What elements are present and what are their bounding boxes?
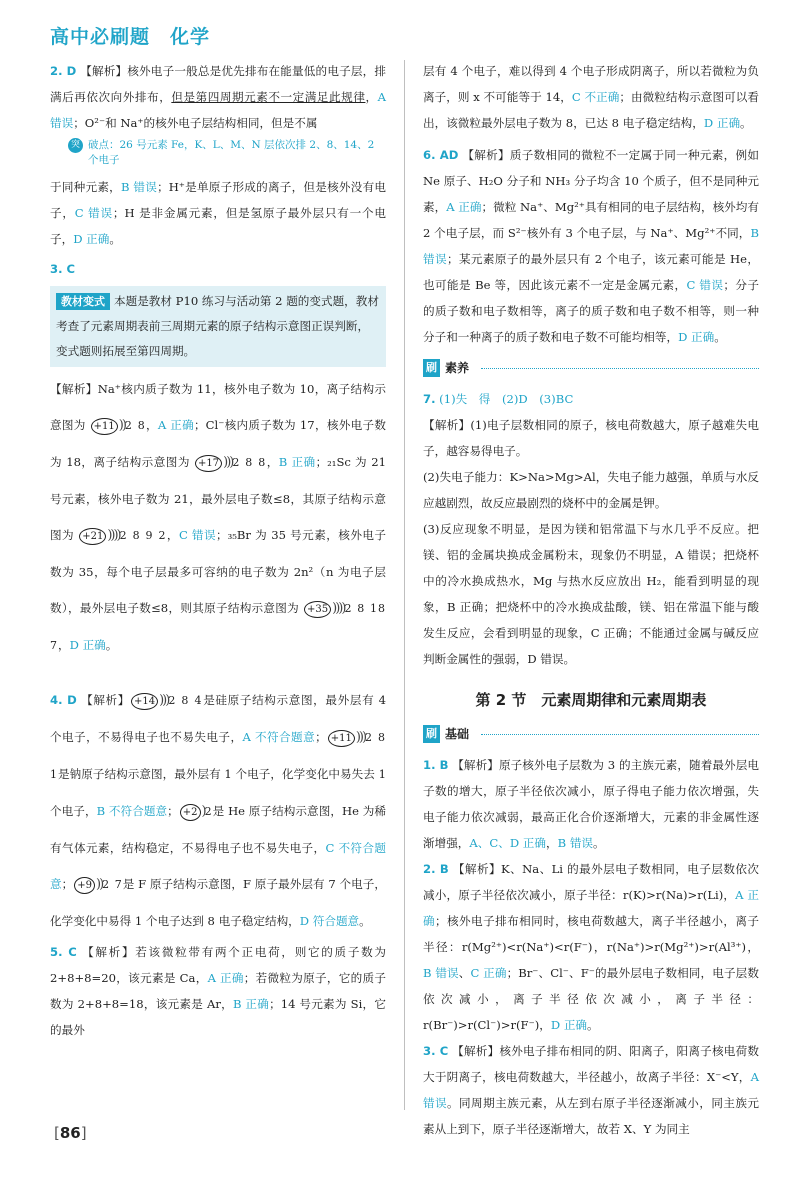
answer-3-label: 3. C [50,262,76,276]
breakthrough-icon: 突 [68,138,83,153]
basic-answer-2: 2. B 【解析】K、Na、Li 的最外层电子数相同，电子层数依次减小，原子半径依次减小，原子半径：r(K)>r(Na)>r(Li)，A 正确；核外电子排布相同时，核电荷数越大，离子半径越小，离子半径：r(Mg²⁺)<r(Na⁺)<r(F⁻)，r(Na⁺)>r(Mg²⁺)>r(Al³⁺)，B 错误、C 正确；Br⁻、Cl⁻、F⁻的最外层电子数相同，电子层数依次减小，离子半径依次减小，离子半径：r(Br⁻)>r(Cl⁻)>r(F⁻)，D 正确。 [423,862,759,1032]
answer-7: 7. (1)失 得 (2)D (3)BC [423,392,574,406]
basic-answer-1: 1. B 【解析】原子核外电子层数为 3 的主族元素，随着最外层电子数的增大，原子半径依次减小，原子得电子能力依次增强，失电子能力依次减弱，最高正化合价逐渐增大，元素的非金属性逐渐增强，A、C、D 正确，B 错误。 [423,758,759,850]
column-divider [404,60,405,1110]
answer-5: 5. C 【解析】若该微粒带有两个正电荷，则它的质子数为 2+8+8=20，该元素是 Ca，A 正确；若微粒为原子，它的质子数为 2+8+8=18，该元素是 Ar，B 正确；14 号元素为 Si，它的最外 [50,945,386,1037]
structure-diagram: +17 )))2 8 8 [194,455,266,469]
textbook-variant-box: 教材变式 本题是教材 P10 练习与活动第 2 题的变式题，教材考查了元素周期表前三周期元素的原子结构示意图正误判断，变式题则拓展至第四周期。 [50,286,386,367]
right-column [423,58,759,1142]
chapter-title: 第 2 节 元素周期律和元素周期表 [475,691,707,709]
section-bar-basic: 刷 基础 [423,722,759,746]
page-header: 高中必刷题 化学 [50,26,211,48]
structure-diagram: +11 )))2 8 1 [50,730,386,781]
page-number: [86] [54,1124,87,1142]
structure-diagram: +21 ))))2 8 9 2 [78,528,166,542]
structure-diagram: +2 )2 [179,804,213,818]
answer-6: 6. AD 【解析】质子数相同的微粒不一定属于同一种元素，例如 Ne 原子、H₂O 分子和 NH₃ 分子均含 10 个质子，但不是同种元素，A 正确；微粒 Na⁺、Mg²⁺具有相同的电子层结构，核外均有 2 个电子层，而 S²⁻核外有 3 个电子层，与 Na⁺、Mg²⁺不同，B 错误；某元素原子的最外层只有 2 个电子，该元素可能是 He，也可能是 Be 等，因此该元素不一定是金属元素，C 错误；分子的质子数和电子数相等，离子的质子数和电子数不相等，则一种分子和一种离子的质子数和电子数不可能均相等，D 正确。 [423,148,759,344]
structure-diagram: +14 )))2 8 4 [130,693,203,707]
breakthrough-tip: 突 破点：26 号元素 Fe，K、L、M、N 层依次排 2、8、14、2 个电子 [68,138,386,168]
answer-2-cont: 于同种元素，B 错误；H⁺是单原子形成的离子，但是核外没有电子，C 错误；H 是非金属元素，但是氢原子最外层只有一个电子，D 正确。 [50,180,386,246]
basic-answer-3: 3. C 【解析】核外电子排布相同的阴、阳离子，阳离子核电荷数大于阴离子，核电荷数越大，半径越小，故离子半径：X⁻<Y，A 错误。同周期主族元素，从左到右原子半径逐渐减小，同主族元素从上到下，原子半径逐渐增大，故若 X、Y 为同主 [423,1044,759,1136]
answer-5-cont: 层有 4 个电子，难以得到 4 个电子形成阴离子，所以若微粒为负离子，则 x 不可能等于 14，C 不正确；由微粒结构示意图可以看出，该微粒最外层电子数为 8，已达 8 电子稳定结构，D 正确。 [423,64,759,130]
left-column [50,58,386,1043]
answer-3: 【解析】Na⁺核内质子数为 11，核外电子数为 10，离子结构示意图为 +11 ))2 8，A 正确；Cl⁻核内质子数为 17，核外电子数为 18，离子结构示意图为 +17 )))2 8 8，B 正确；₂₁Sc 为 21 号元素，核外电子数为 21，最外层电子数≤8，其原子结构示意图为 +21 ))))2 8 9 2，C 错误；₃₅Br 为 35 号元素，核外电子数为 35，每个电子层最多可容纳的电子数为 2n²（n 为电子层数），最外层电子数≤8，则其原子结构示意图为 +35 ))))2 8 18 7，D 正确。 [50,382,386,652]
section-bar-literacy: 刷 素养 [423,356,759,380]
answer-7-part3: (3)反应现象不明显，是因为镁和铝常温下与水几乎不反应。把镁、铝的金属块换成金属粉末，现象仍不明显，A 错误；把烧杯中的冷水换成热水，Mg 与热水反应放出 H₂，能看到明显的现象，B 正确；把烧杯中的冷水换成盐酸，镁、铝在常温下能与酸发生反应，会看到明显的现象，C 正确；不能通过金属与碱反应判断金属性的强弱，D 错误。 [423,522,759,666]
structure-diagram: +9 ))2 7 [73,877,122,891]
answer-7-part1: 【解析】(1)电子层数相同的原子，核电荷数越大，原子越难失电子，越容易得电子。 [423,418,759,458]
answer-4: 4. D 【解析】 +14 )))2 8 4是硅原子结构示意图，最外层有 4 个电子，不易得电子也不易失电子，A 不符合题意； +11 )))2 8 1是钠原子结构示意图，最外层有 1 个电子，化学变化中易失去 1 个电子，B 不符合题意； +2 )2是 He 原子结构示意图，He 为稀有气体元素，结构稳定，不易得电子也不易失电子，C 不符合题意； +9 ))2 7是 F 原子结构示意图，F 原子最外层有 7 个电子，化学变化中易得 1 个电子达到 8 电子稳定结构，D 符合题意。 [50,693,386,928]
structure-diagram: +11 ))2 8 [90,418,146,432]
answer-7-part2: (2)失电子能力：K>Na>Mg>Al，失电子能力越强，单质与水反应越剧烈，故反应最剧烈的烧杯中的金属是钾。 [423,470,759,510]
structure-diagram: +35 ))))2 8 18 7 [50,601,386,652]
answer-2: 2. D 【解析】核外电子一般总是优先排布在能量低的电子层，排满后再依次向外排布，但是第四周期元素不一定满足此规律，A 错误；O²⁻和 Na⁺的核外电子层结构相同，但是不属 [50,64,386,130]
